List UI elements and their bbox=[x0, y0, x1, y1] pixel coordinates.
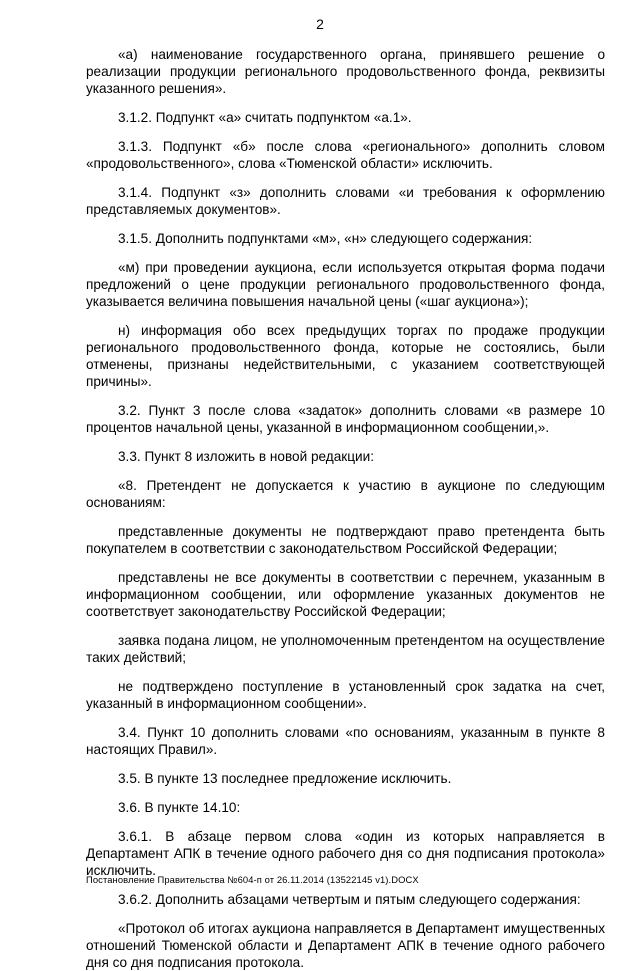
page-number: 2 bbox=[316, 16, 324, 32]
paragraph: 3.6.2. Дополнить абзацами четвертым и пятым следующего содержания: bbox=[118, 892, 581, 907]
paragraph: «м) при проведении аукциона, если используется открытая форма подачи предложений о цене продукции регионального продовольственного фонда, указывается величина повышения начальной цены («шаг аукциона»); bbox=[86, 260, 605, 309]
paragraph: 3.1.5. Дополнить подпунктами «м», «н» следующего содержания: bbox=[118, 231, 533, 246]
paragraph: заявка подана лицом, не уполномоченным претендентом на осуществление таких действий; bbox=[86, 633, 605, 665]
paragraph: 3.1.4. Подпункт «з» дополнить словами «и требования к оформлению представляемых документов». bbox=[86, 185, 605, 217]
paragraph: представлены не все документы в соответствии с перечнем, указанным в информационном сообщении, или оформление указанных документов не соответствует законодательству Российской Федерации; bbox=[86, 570, 605, 619]
document-body bbox=[86, 46, 605, 971]
paragraph: «8. Претендент не допускается к участию в аукционе по следующим основаниям: bbox=[86, 478, 605, 510]
paragraph: 3.6. В пункте 14.10: bbox=[118, 800, 241, 815]
paragraph: 3.4. Пункт 10 дополнить словами «по основаниям, указанным в пункте 8 настоящих Правил». bbox=[86, 725, 605, 757]
paragraph: н) информация обо всех предыдущих торгах по продаже продукции регионального продовольственного фонда, которые не состоялись, были отменены, признаны недействительными, с указанием соответствующей причины». bbox=[86, 323, 605, 389]
paragraph: 3.1.3. Подпункт «б» после слова «регионального» дополнить словом «продовольственного», слова «Тюменской области» исключить. bbox=[86, 139, 605, 171]
paragraph: «а) наименование государственного органа, принявшего решение о реализации продукции регионального продовольственного фонда, реквизиты указанного решения». bbox=[86, 47, 605, 96]
paragraph: 3.1.2. Подпункт «а» считать подпунктом «а.1». bbox=[118, 110, 412, 125]
paragraph: 3.2. Пункт 3 после слова «задаток» дополнить словами «в размере 10 процентов начальной цены, указанной в информационном сообщении,». bbox=[86, 403, 605, 435]
paragraph: 3.6.1. В абзаце первом слова «один из которых направляется в Департамент АПК в течение одного рабочего дня со дня подписания протокола» исключить. bbox=[86, 829, 605, 878]
paragraph: не подтверждено поступление в установленный срок задатка на счет, указанный в информационном сообщении». bbox=[86, 679, 605, 711]
paragraph: 3.3. Пункт 8 изложить в новой редакции: bbox=[118, 449, 374, 464]
paragraph: 3.5. В пункте 13 последнее предложение исключить. bbox=[118, 771, 452, 786]
paragraph: «Протокол об итогах аукциона направляется в Департамент имущественных отношений Тюменской области и Департамент АПК в течение одного рабочего дня со дня подписания протокола. bbox=[86, 921, 605, 970]
document-footer: Постановление Правительства №604-п от 26.11.2014 (13522145 v1).DOCX bbox=[86, 874, 419, 885]
paragraph: представленные документы не подтверждают право претендента быть покупателем в соответствии с законодательством Российской Федерации; bbox=[86, 524, 605, 556]
